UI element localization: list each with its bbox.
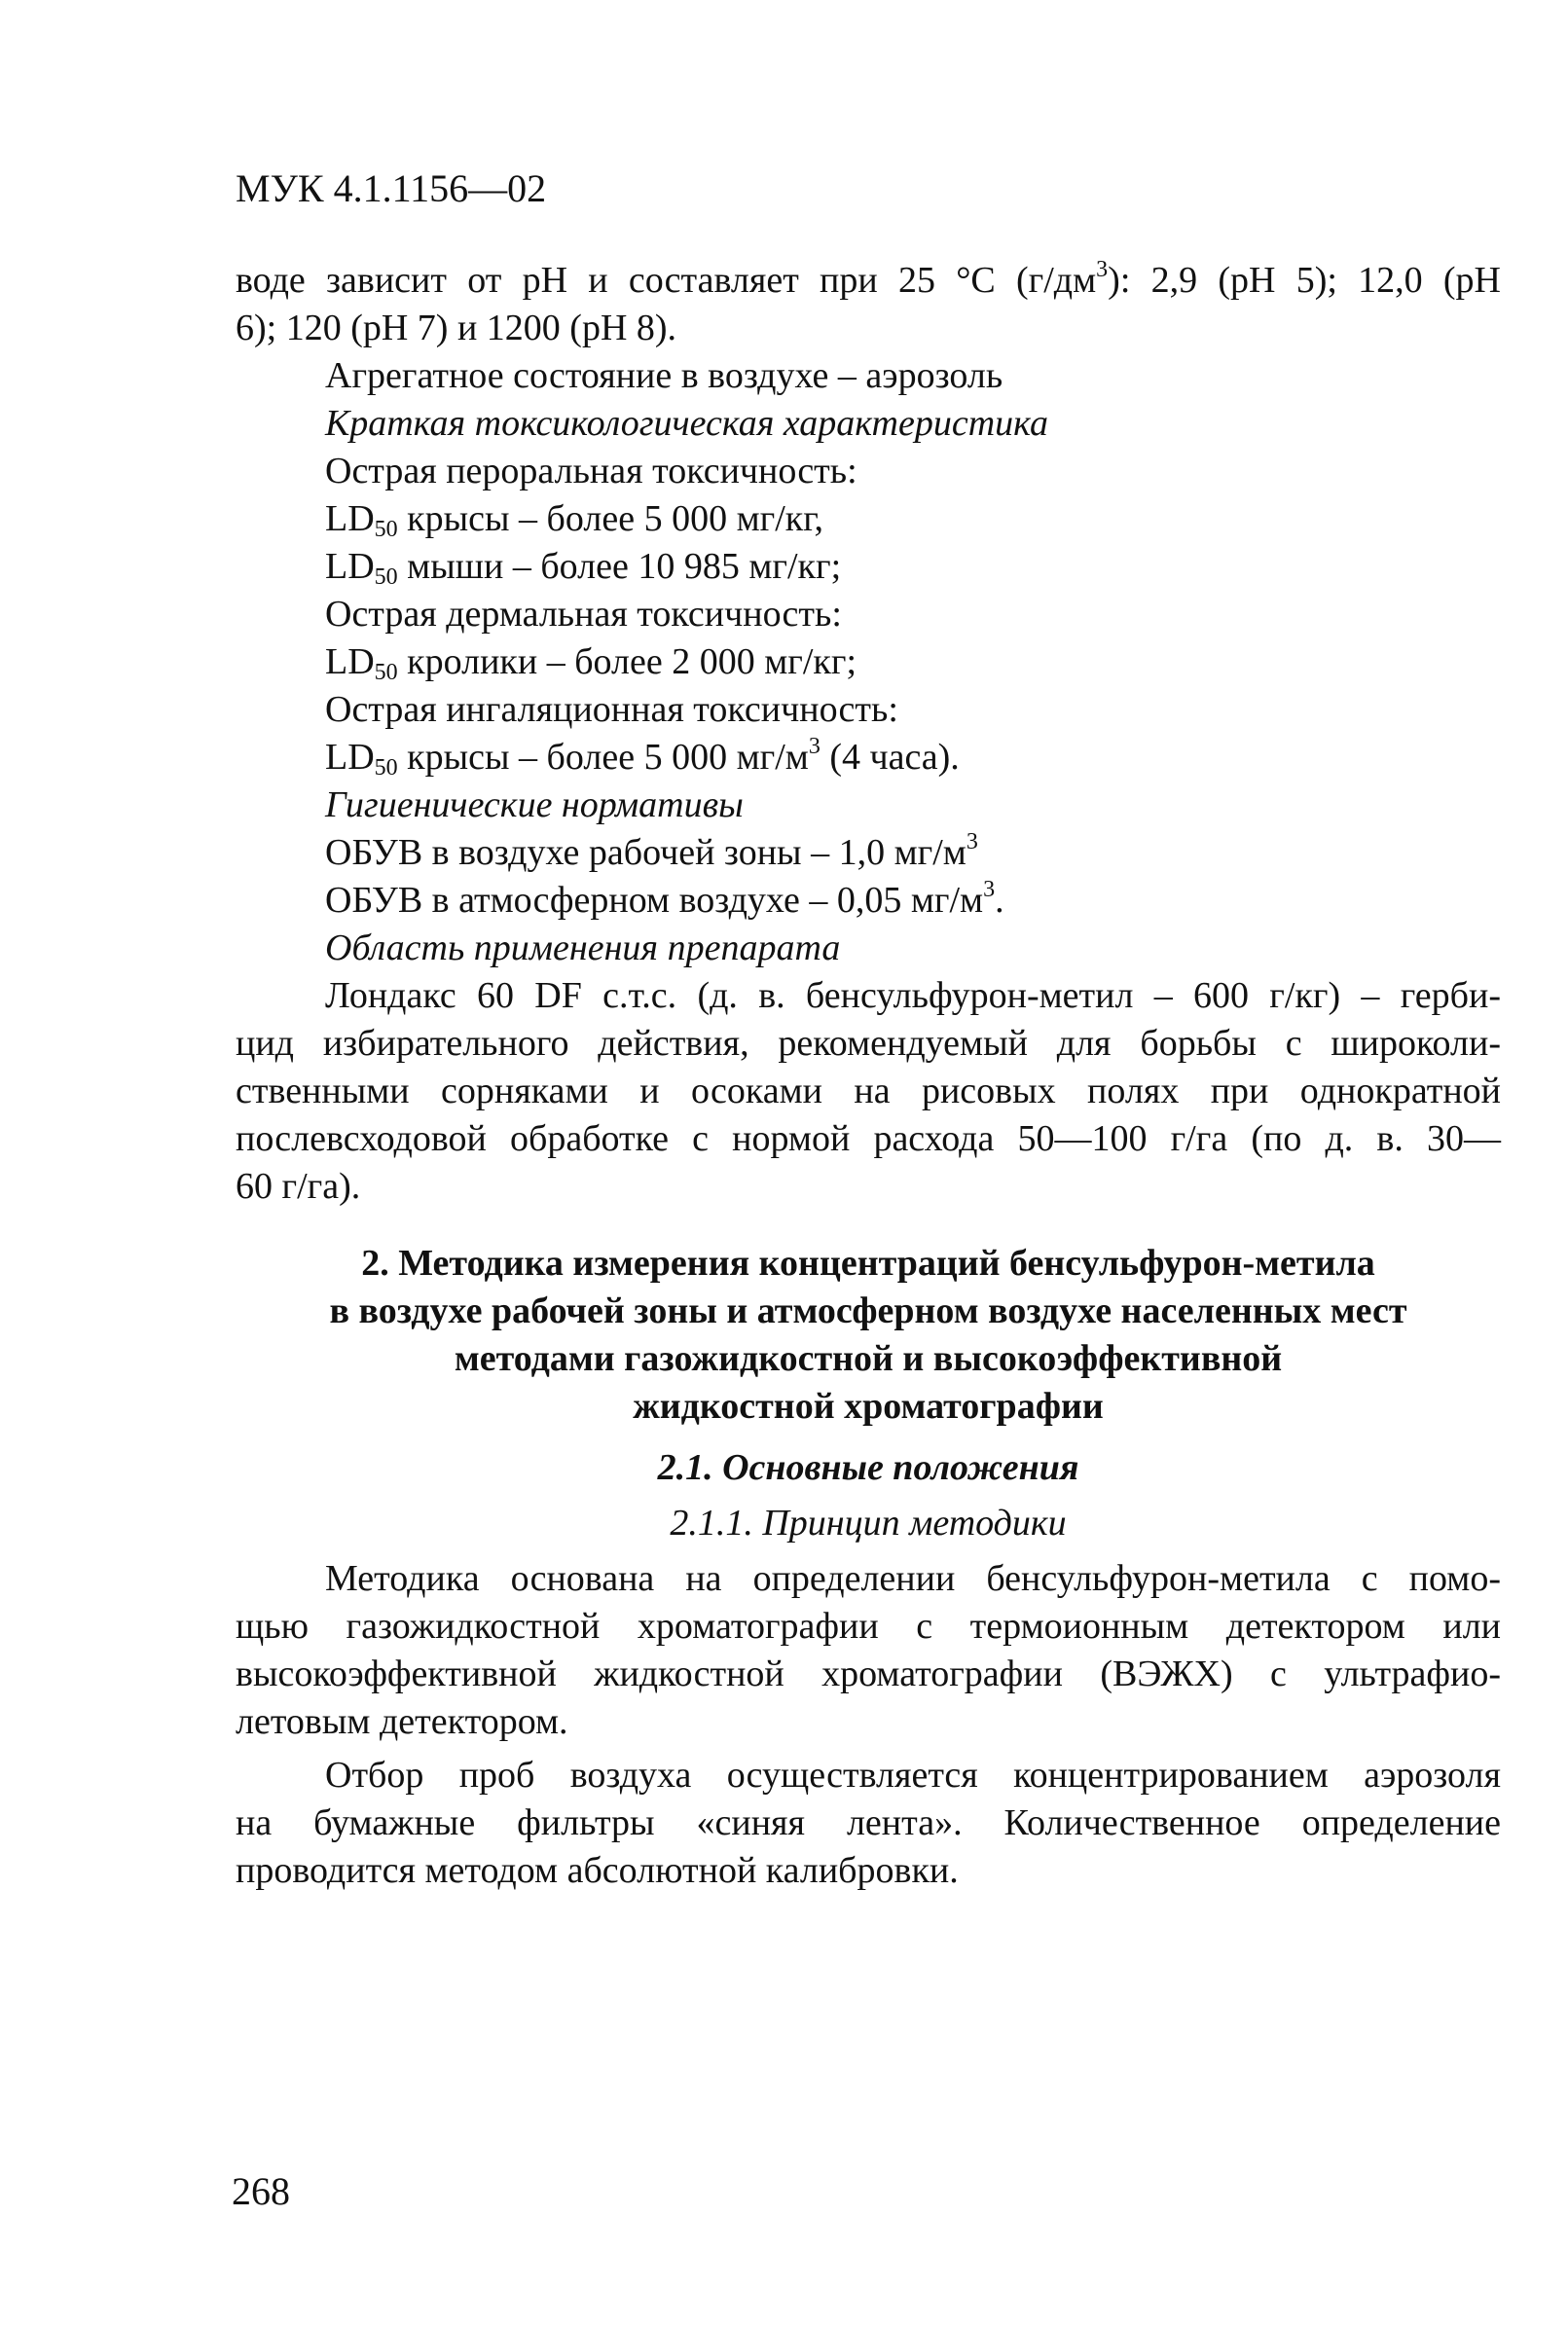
page-number: 268 xyxy=(232,2169,290,2213)
text-line: цид избирательного действия, рекомендуемый для борьбы с широколи- xyxy=(236,1023,1501,1064)
text-line: щью газожидкостной хроматографии с термоионным детектором или xyxy=(236,1606,1501,1647)
superscript: 3 xyxy=(983,877,996,902)
text-line: Методика основана на определении бенсульфурон-метила с помо- xyxy=(325,1558,1501,1599)
text-line: Острая дермальная токсичность: xyxy=(325,594,842,635)
text-line: Острая пероральная токсичность: xyxy=(325,451,857,491)
text-fragment: LD xyxy=(325,546,375,587)
subsubsection-heading: 2.1.1. Принцип методики xyxy=(670,1503,1067,1544)
text-line xyxy=(236,638,1501,686)
paragraph-principle xyxy=(236,1555,1501,1746)
text-line: 60 г/га). xyxy=(236,1166,361,1207)
superscript: 3 xyxy=(808,734,820,759)
text-fragment: LD xyxy=(325,737,375,778)
text-line xyxy=(236,829,1501,877)
text-line: Острая ингаляционная токсичность: xyxy=(325,689,898,730)
superscript: 3 xyxy=(1096,257,1109,282)
text-line: проводится методом абсолютной калибровки. xyxy=(236,1850,959,1891)
text-fragment: крысы – более 5 000 мг/кг, xyxy=(397,498,824,539)
text-line: высокоэффективной жидкостной хроматографии (ВЭЖХ) с ультрафио- xyxy=(236,1654,1501,1694)
text-fragment: (4 часа). xyxy=(820,737,960,778)
text-line: 6); 120 (pH 7) и 1200 (pH 8). xyxy=(236,308,677,348)
text-line: летовым детектором. xyxy=(236,1701,568,1742)
text-fragment: LD xyxy=(325,498,375,539)
subsection-title: Краткая токсикологическая характеристика xyxy=(325,403,1048,444)
text-line: ственными сорняками и осоками на рисовых полях при однократной xyxy=(236,1071,1501,1111)
section-heading-line: 2. Методика измерения концентраций бенсульфурон-метила xyxy=(361,1243,1375,1284)
text-fragment: крысы – более 5 000 мг/м xyxy=(397,737,809,778)
text-line: Лондакс 60 DF с.т.с. (д. в. бенсульфурон-метил – 600 г/кг) – герби- xyxy=(325,975,1501,1016)
subscript: 50 xyxy=(374,564,398,590)
subscript: 50 xyxy=(374,660,398,685)
text-line: на бумажные фильтры «синяя лента». Количественное определение xyxy=(236,1802,1501,1843)
text-line xyxy=(236,543,1501,591)
paragraph-sampling xyxy=(236,1752,1501,1895)
text-line: послевсходовой обработке с нормой расхода 50—100 г/га (по д. в. 30— xyxy=(236,1118,1501,1159)
document-code-header: МУК 4.1.1156—02 xyxy=(236,166,547,210)
text-fragment: воде зависит от pH и составляет при 25 °C (г/дм xyxy=(236,260,1097,301)
text-line xyxy=(236,257,1501,305)
text-line xyxy=(236,877,1501,925)
text-line xyxy=(236,495,1501,543)
text-fragment: мыши – более 10 985 мг/кг; xyxy=(397,546,842,587)
text-fragment: ОБУВ в атмосферном воздухе – 0,05 мг/м xyxy=(325,880,984,921)
text-line: Агрегатное состояние в воздухе – аэрозоль xyxy=(325,355,1003,396)
subsection-heading: 2.1. Основные положения xyxy=(657,1447,1079,1488)
superscript: 3 xyxy=(966,829,978,854)
text-fragment: кролики – более 2 000 мг/кг; xyxy=(397,641,857,682)
subsection-title: Гигиенические нормативы xyxy=(325,784,744,825)
subscript: 50 xyxy=(374,755,398,781)
section-heading-line: методами газожидкостной и высокоэффективной xyxy=(454,1338,1283,1379)
subscript: 50 xyxy=(374,517,398,542)
section-heading-line: в воздухе рабочей зоны и атмосферном воздухе населенных мест xyxy=(329,1290,1407,1331)
intro-text xyxy=(236,257,1501,1211)
section-heading-line: жидкостной хроматографии xyxy=(633,1386,1104,1427)
text-line: Отбор проб воздуха осуществляется концентрированием аэрозоля xyxy=(325,1755,1501,1796)
text-fragment: ): 2,9 (pH 5); 12,0 (pH xyxy=(1108,260,1501,301)
text-fragment: ОБУВ в воздухе рабочей зоны – 1,0 мг/м xyxy=(325,832,966,873)
text-line xyxy=(236,734,1501,781)
text-fragment: . xyxy=(995,880,1004,921)
text-fragment: LD xyxy=(325,641,375,682)
subsection-title: Область применения препарата xyxy=(325,927,841,968)
